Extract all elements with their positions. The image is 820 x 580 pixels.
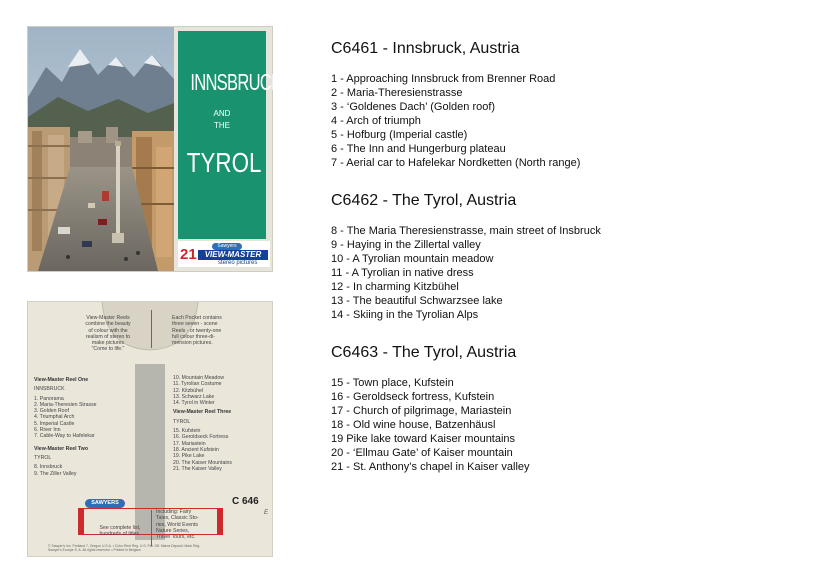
list-item: 1 - Approaching Innsbruck from Brenner Road <box>331 73 556 85</box>
and-label: AND <box>213 109 231 118</box>
reel-three-header: View-Master Reel Three <box>173 409 232 416</box>
list-item: 18 - Old wine house, Batzenhäusl <box>331 419 496 431</box>
list-item: 3 - ‘Goldenes Dach’ (Golden roof) <box>331 101 496 113</box>
reel-item: 4. Triumphal Arch <box>34 414 75 421</box>
region-title: TYROL <box>186 147 262 178</box>
including-text <box>156 509 216 540</box>
street-scene-illustration <box>28 27 174 271</box>
intro-text <box>68 315 148 353</box>
reel-item: 3. Golden Roof <box>34 408 69 415</box>
including-line: Including: Fairy <box>156 509 192 515</box>
list-item: 6 - The Inn and Hungerburg plateau <box>331 143 506 155</box>
reel-item: 7. Cable-Way to Hafelekar <box>34 433 95 440</box>
list-item: 17 - Church of pilgrimage, Mariastein <box>331 405 512 417</box>
reel-item: 11. Tyrolian Costume <box>173 381 222 388</box>
sawyers-badge: Sawyers <box>212 243 242 250</box>
pocket-line: Each Pocket contains <box>172 315 222 321</box>
including-line: Tales, Classic Sto- <box>156 515 199 522</box>
section-title-c6463: C6463 - The Tyrol, Austria <box>331 344 517 361</box>
the-label: THE <box>214 121 230 130</box>
intro-line: View-Master Reels <box>86 315 130 321</box>
packet-code: C 646 <box>232 496 259 507</box>
intro-line: make pictures <box>91 340 125 347</box>
viewmaster-logo-box <box>178 241 270 267</box>
pocket-line: mension pictures. <box>172 340 213 347</box>
reel-item: 13. Schwarz Lake <box>173 393 215 400</box>
reel-item: 15. Kufstein <box>173 428 201 435</box>
packet-back <box>28 302 272 556</box>
list-item: 12 - In charming Kitzbühel <box>331 281 459 293</box>
city-title: INNSBRUCK <box>190 69 282 95</box>
intro-line: combine the beauty <box>85 321 131 328</box>
list-item: 15 - Town place, Kufstein <box>331 377 454 389</box>
intro-line: "Come to life." <box>91 346 125 353</box>
packet-front <box>28 27 282 271</box>
packet-code-suffix: E <box>264 510 269 516</box>
reel-item: 10. Mountain Meadow <box>173 375 225 381</box>
see-line: See complete list, <box>99 525 141 531</box>
list-item: 8 - The Maria Theresienstrasse, main street of Insbruck <box>331 225 601 237</box>
sawyers-logo: SAWYERS <box>85 499 125 508</box>
section-list-c6463 <box>331 376 530 474</box>
reel-item: 20. The Kaiser Mountains <box>173 459 233 466</box>
reel-item: 18. Ancient Kufstein <box>173 446 219 453</box>
list-item: 5 - Hofburg (Imperial castle) <box>331 129 468 141</box>
intro-line: realism of stereo to <box>85 333 131 340</box>
list-item: 19 Pike lake toward Kaiser mountains <box>331 433 516 445</box>
pocket-line: full colour three-di- <box>172 333 215 340</box>
list-item: 11 - A Tyrolian in native dress <box>331 267 474 279</box>
pocket-line: Reels - or twenty-one <box>172 327 222 334</box>
reel-one-header: View-Master Reel One <box>34 377 89 383</box>
see-list-text <box>92 525 148 538</box>
section-title-c6461: C6461 - Innsbruck, Austria <box>331 40 520 57</box>
including-line: Nature Series, <box>156 527 190 534</box>
reel-list-left <box>34 377 130 477</box>
list-item: 10 - A Tyrolian mountain meadow <box>331 253 494 265</box>
reel-item: 21. The Kaiser Valley <box>173 465 222 472</box>
list-item: 4 - Arch of triumph <box>331 115 421 127</box>
reel-item: 9. The Ziller Valley <box>34 470 77 477</box>
pocket-text <box>172 315 242 346</box>
reel-three-subtitle: TYROL <box>173 418 191 425</box>
list-item: 13 - The beautiful Schwarzsee lake <box>331 295 503 307</box>
list-item: 20 - ‘Ellmau Gate’ of Kaiser mountain <box>331 447 513 459</box>
list-item: 14 - Skiing in the Tyrolian Alps <box>331 309 479 321</box>
reel-item: 16. Geroldseck Fortress <box>173 434 229 441</box>
section-title-c6462: C6462 - The Tyrol, Austria <box>331 192 517 209</box>
see-line: hundreds of titles. <box>99 531 141 538</box>
reel-item: 12. Kitzbühel <box>173 387 203 394</box>
reel-two-subtitle: TYROL <box>34 454 52 461</box>
including-line: Travel Tours, etc. <box>156 534 196 541</box>
fine-print <box>48 544 200 552</box>
list-item: 7 - Aerial car to Hafelekar Nordketten (North range) <box>331 157 581 169</box>
title-panel <box>178 31 282 239</box>
reel-item: 8. Innsbruck <box>34 464 63 471</box>
list-item: 9 - Haying in the Zillertal valley <box>331 239 481 251</box>
reel-item: 5. Imperial Castle <box>34 420 75 427</box>
section-list-c6461 <box>331 72 580 170</box>
fine-print-line: Sawyer's Europe S. A. All rights reserved. • Printed in Belgium <box>48 548 142 552</box>
section-list-c6462 <box>331 224 601 322</box>
reel-one-subtitle: INNSBRUCK <box>34 386 65 393</box>
fine-print-line: © Sawyer's Inc. Portland 7, Oregon U.S.A. • Color Reel Reg. U.S. Pat. Off. Marca Deposit. Mark Reg. <box>48 544 201 548</box>
logo-subtitle: stereo pictures <box>218 260 258 266</box>
innsbruck-street-photo <box>28 27 174 271</box>
reel-item: 17. Mariastein <box>173 440 206 447</box>
including-line: ries, World Events <box>156 521 198 528</box>
reel-item: 19. Pike Lake <box>173 453 205 460</box>
pocket-line: three seven - scene <box>172 321 218 328</box>
red-tab-left <box>78 508 84 534</box>
reel-item: 6. River Inn <box>34 427 61 434</box>
divider-line-bottom <box>151 510 152 546</box>
reel-item: 2. Maria-Theresien Strasse <box>34 401 97 408</box>
reel-count: 21 <box>180 246 197 263</box>
reel-item: 14. Tyrol in Winter <box>173 400 215 407</box>
viewmaster-logo: VIEW-MASTER <box>198 250 268 260</box>
reel-two-header: View-Master Reel Two <box>34 445 89 452</box>
reel-item: 1. Panorama <box>34 395 64 402</box>
red-tab-right <box>217 508 223 534</box>
divider-line <box>151 310 152 348</box>
reel-list-right <box>173 375 269 472</box>
list-item: 2 - Maria-Theresienstrasse <box>331 87 463 99</box>
list-item: 21 - St. Anthony’s chapel in Kaiser valley <box>331 461 530 473</box>
intro-line: of colour with the <box>88 327 128 334</box>
list-item: 16 - Geroldseck fortress, Kufstein <box>331 391 495 403</box>
